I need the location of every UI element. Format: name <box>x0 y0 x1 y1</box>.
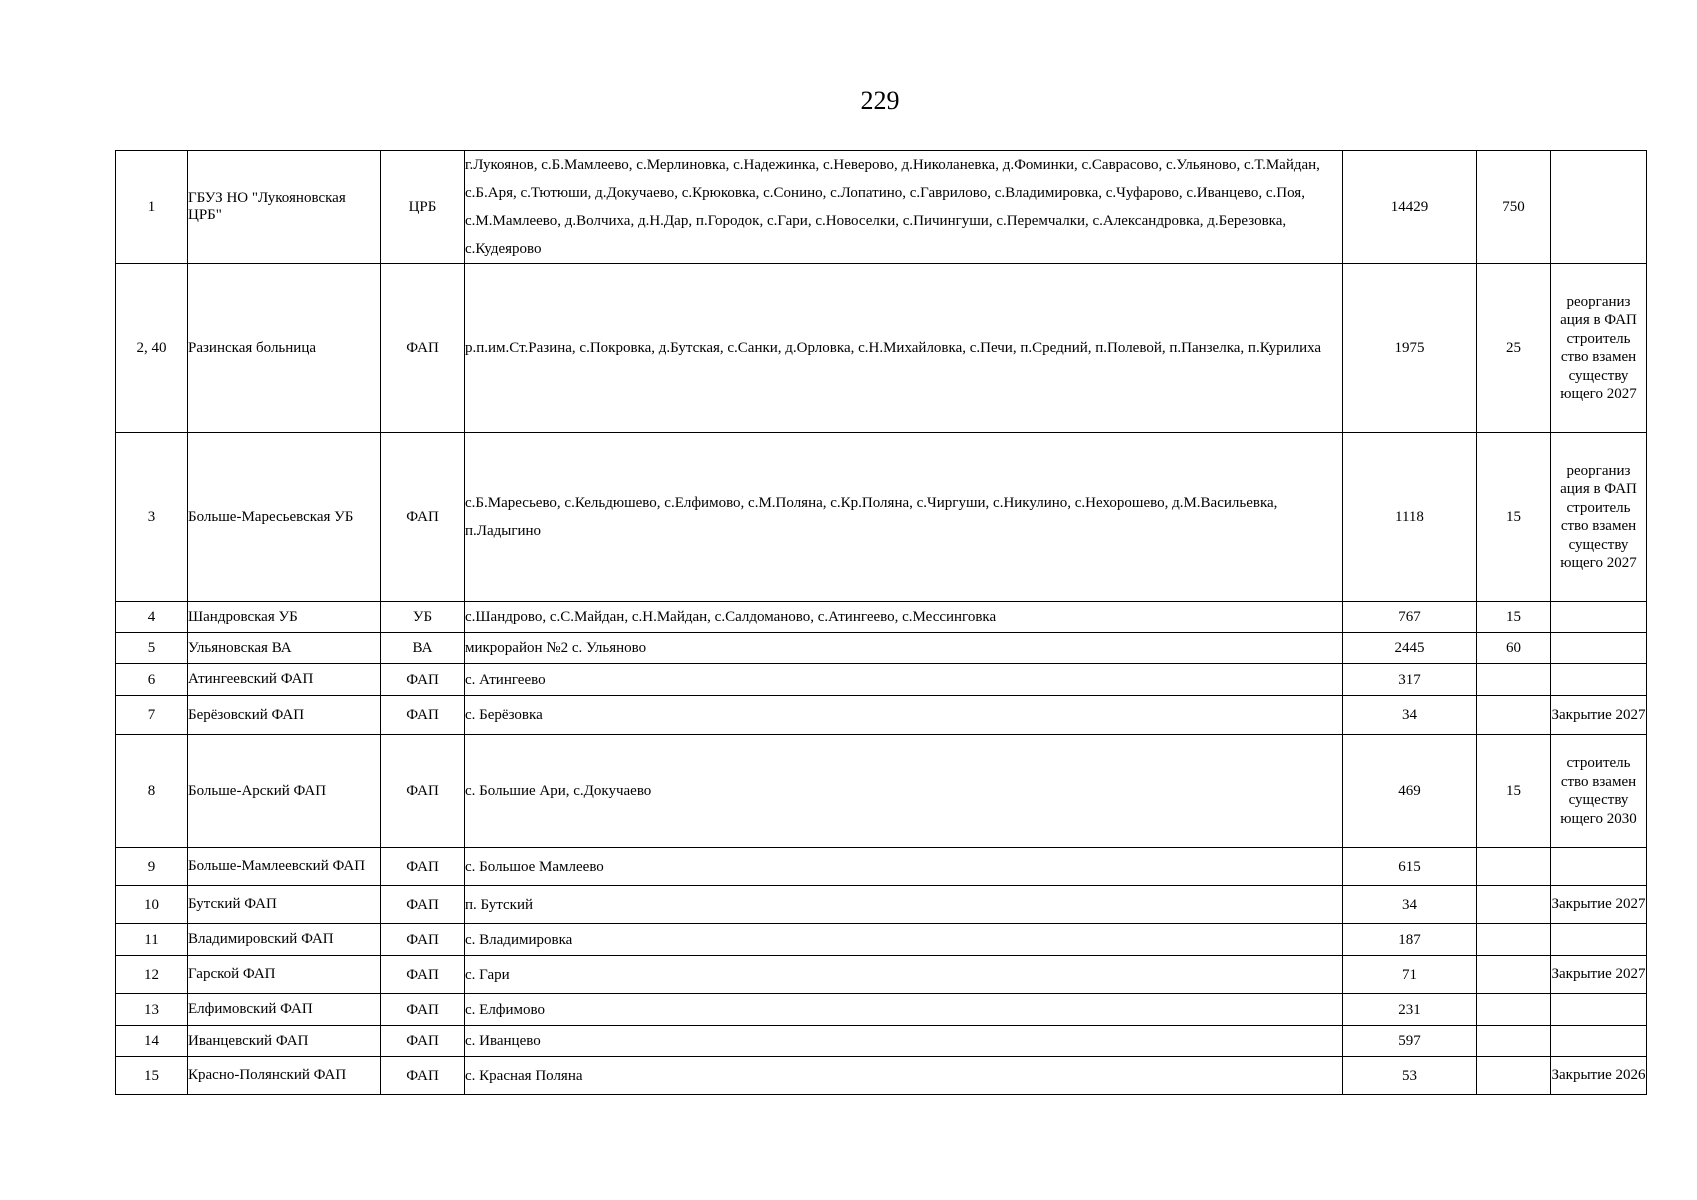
row-number: 6 <box>116 664 188 696</box>
service-area: с. Большие Ари, с.Докучаево <box>465 735 1343 848</box>
service-area: с. Елфимово <box>465 994 1343 1026</box>
beds: 15 <box>1477 433 1551 602</box>
population: 34 <box>1343 886 1477 924</box>
table-row <box>116 602 1647 633</box>
table-row <box>116 886 1647 924</box>
population: 469 <box>1343 735 1477 848</box>
note <box>1551 848 1647 886</box>
population: 53 <box>1343 1057 1477 1095</box>
facility-type: ФАП <box>381 264 465 433</box>
facility-type: ФАП <box>381 1026 465 1057</box>
population: 71 <box>1343 956 1477 994</box>
beds: 750 <box>1477 151 1551 264</box>
population: 187 <box>1343 924 1477 956</box>
facility-type: УБ <box>381 602 465 633</box>
beds: 15 <box>1477 602 1551 633</box>
note: Закрытие 2027 <box>1551 886 1647 924</box>
service-area: с. Большое Мамлеево <box>465 848 1343 886</box>
beds <box>1477 886 1551 924</box>
population: 615 <box>1343 848 1477 886</box>
service-area: микрорайон №2 с. Ульяново <box>465 633 1343 664</box>
row-number: 5 <box>116 633 188 664</box>
beds <box>1477 956 1551 994</box>
beds <box>1477 924 1551 956</box>
beds: 25 <box>1477 264 1551 433</box>
population: 597 <box>1343 1026 1477 1057</box>
beds <box>1477 696 1551 735</box>
note: реорганиз ация в ФАП строитель ство взамен существу ющего 2027 <box>1551 264 1647 433</box>
service-area: с. Атингеево <box>465 664 1343 696</box>
row-number: 14 <box>116 1026 188 1057</box>
note <box>1551 1026 1647 1057</box>
facility-name: Разинская больница <box>188 264 381 433</box>
service-area: г.Лукоянов, с.Б.Мамлеево, с.Мерлиновка, с.Надежинка, с.Неверово, д.Николаневка, д.Фоминки, с.Саврасово, с.Ульяново, с.Т.Майдан, с.Б.Аря, с.Тютюши, д.Докучаево, с.Крюковка, с.Сонино, с.Лопатино, с.Гаврилово, с.Владимировка, с.Чуфарово, с.Иванцево, с.Поя, с.М.Мамлеево, д.Волчиха, д.Н.Дар, п.Городок, с.Гари, с.Новоселки, с.Пичингуши, с.Перемчалки, с.Александровка, д.Березовка, с.Кудеярово <box>465 151 1343 264</box>
facility-type: ФАП <box>381 433 465 602</box>
row-number: 4 <box>116 602 188 633</box>
beds: 60 <box>1477 633 1551 664</box>
population: 2445 <box>1343 633 1477 664</box>
service-area: с. Берёзовка <box>465 696 1343 735</box>
facility-name: Ульяновская ВА <box>188 633 381 664</box>
table-row <box>116 848 1647 886</box>
table-row <box>116 956 1647 994</box>
service-area: п. Бутский <box>465 886 1343 924</box>
population: 767 <box>1343 602 1477 633</box>
table-row <box>116 924 1647 956</box>
facilities-table <box>115 150 1647 1095</box>
note <box>1551 664 1647 696</box>
facility-type: ФАП <box>381 886 465 924</box>
note: Закрытие 2027 <box>1551 956 1647 994</box>
service-area: с. Владимировка <box>465 924 1343 956</box>
service-area: р.п.им.Ст.Разина, с.Покровка, д.Бутская, с.Санки, д.Орловка, с.Н.Михайловка, с.Печи, п.Средний, п.Полевой, п.Панзелка, п.Курилиха <box>465 264 1343 433</box>
facility-type: ФАП <box>381 664 465 696</box>
note <box>1551 151 1647 264</box>
facility-name: Шандровская УБ <box>188 602 381 633</box>
table-row <box>116 1057 1647 1095</box>
page-number: 229 <box>860 86 900 115</box>
facility-name: Больше-Маресьевская УБ <box>188 433 381 602</box>
row-number: 1 <box>116 151 188 264</box>
facility-name: Красно-Полянский ФАП <box>188 1057 381 1095</box>
row-number: 15 <box>116 1057 188 1095</box>
beds <box>1477 664 1551 696</box>
note <box>1551 602 1647 633</box>
facility-name: ГБУЗ НО "Лукояновская ЦРБ" <box>188 151 381 264</box>
facility-type: ФАП <box>381 924 465 956</box>
table-row <box>116 264 1647 433</box>
facility-name: Берёзовский ФАП <box>188 696 381 735</box>
row-number: 12 <box>116 956 188 994</box>
facility-type: ЦРБ <box>381 151 465 264</box>
table-row <box>116 696 1647 735</box>
note: реорганиз ация в ФАП строитель ство взамен существу ющего 2027 <box>1551 433 1647 602</box>
beds: 15 <box>1477 735 1551 848</box>
service-area: с. Красная Поляна <box>465 1057 1343 1095</box>
table-row <box>116 664 1647 696</box>
row-number: 7 <box>116 696 188 735</box>
row-number: 13 <box>116 994 188 1026</box>
table-row <box>116 433 1647 602</box>
facility-type: ФАП <box>381 735 465 848</box>
row-number: 3 <box>116 433 188 602</box>
row-number: 10 <box>116 886 188 924</box>
facility-name: Гарской ФАП <box>188 956 381 994</box>
note: строитель ство взамен существу ющего 2030 <box>1551 735 1647 848</box>
facility-name: Бутский ФАП <box>188 886 381 924</box>
facility-name: Елфимовский ФАП <box>188 994 381 1026</box>
population: 14429 <box>1343 151 1477 264</box>
population: 34 <box>1343 696 1477 735</box>
beds <box>1477 994 1551 1026</box>
facility-type: ВА <box>381 633 465 664</box>
population: 317 <box>1343 664 1477 696</box>
facility-type: ФАП <box>381 956 465 994</box>
table-row <box>116 1026 1647 1057</box>
table-row <box>116 994 1647 1026</box>
population: 231 <box>1343 994 1477 1026</box>
row-number: 11 <box>116 924 188 956</box>
note: Закрытие 2027 <box>1551 696 1647 735</box>
facility-type: ФАП <box>381 848 465 886</box>
facility-type: ФАП <box>381 696 465 735</box>
row-number: 8 <box>116 735 188 848</box>
facility-type: ФАП <box>381 994 465 1026</box>
note <box>1551 924 1647 956</box>
facility-name: Больше-Мамлеевский ФАП <box>188 848 381 886</box>
service-area: с. Гари <box>465 956 1343 994</box>
row-number: 9 <box>116 848 188 886</box>
table-row <box>116 735 1647 848</box>
beds <box>1477 848 1551 886</box>
note <box>1551 633 1647 664</box>
facility-name: Владимировский ФАП <box>188 924 381 956</box>
facility-name: Иванцевский ФАП <box>188 1026 381 1057</box>
beds <box>1477 1026 1551 1057</box>
population: 1118 <box>1343 433 1477 602</box>
table-row <box>116 151 1647 264</box>
facility-name: Больше-Арский ФАП <box>188 735 381 848</box>
population: 1975 <box>1343 264 1477 433</box>
facility-name: Атингеевский ФАП <box>188 664 381 696</box>
facility-type: ФАП <box>381 1057 465 1095</box>
service-area: с.Шандрово, с.С.Майдан, с.Н.Майдан, с.Салдоманово, с.Атингеево, с.Мессинговка <box>465 602 1343 633</box>
service-area: с.Б.Маресьево, с.Кельдюшево, с.Елфимово, с.М.Поляна, с.Кр.Поляна, с.Чиргуши, с.Никулино, с.Нехорошево, д.М.Васильевка, п.Ладыгино <box>465 433 1343 602</box>
note <box>1551 994 1647 1026</box>
row-number: 2, 40 <box>116 264 188 433</box>
table-row <box>116 633 1647 664</box>
beds <box>1477 1057 1551 1095</box>
service-area: с. Иванцево <box>465 1026 1343 1057</box>
note: Закрытие 2026 <box>1551 1057 1647 1095</box>
